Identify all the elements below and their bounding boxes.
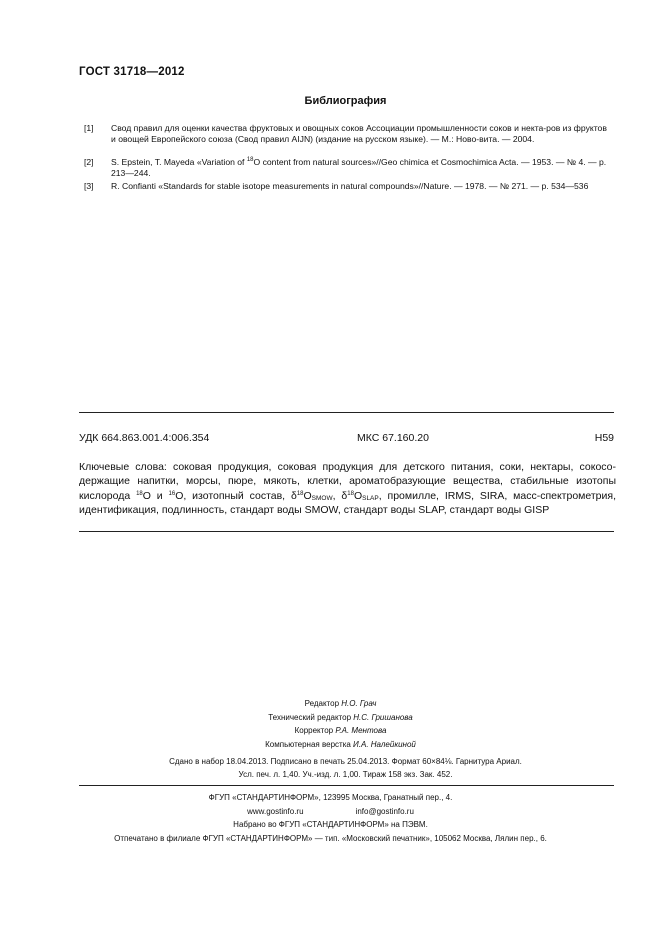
print-info-line1: Сдано в набор 18.04.2013. Подписано в печать 25.04.2013. Формат 60×84⅛. Гарнитура Ариал. [169, 757, 522, 766]
publisher-email[interactable]: info@gostinfo.ru [355, 806, 414, 816]
publisher-links [0, 805, 661, 819]
reference-item [84, 123, 614, 145]
divider-publisher [79, 785, 614, 786]
layout-line: Компьютерная верстка И.А. Налейкиной [265, 739, 416, 749]
publisher-website[interactable]: www.gostinfo.ru [247, 806, 304, 816]
credits [0, 697, 661, 751]
divider-top [79, 412, 614, 413]
print-info-line2: Усл. печ. л. 1,40. Уч.-изд. л. 1,00. Тираж 158 экз. Зак. 452. [238, 770, 453, 779]
group-code: H59 [594, 432, 614, 444]
reference-number: [1] [84, 123, 94, 133]
reference-item [84, 181, 614, 192]
reference-text: S. Epstein, T. Mayeda «Variation of $^{18}$O content from natural sources»//Geo chimica et Cosmochimica Acta. — 1953. — № 4. — p. 213—244. [111, 157, 607, 179]
reference-text: R. Confianti «Standards for stable isotope measurements in natural compounds»//Nature. — 1978. — № 271. — p. 534—536 [111, 181, 589, 191]
reference-number: [2] [84, 157, 94, 167]
reference-text: Свод правил для оценки качества фруктовых и овощных соков Ассоциации промышленности соков и некта-ров из фруктов и овощей Европейского союза (Свод правил AIJN) (издание на русском языке). — М.: Ново-вита. — 2004. [111, 123, 607, 145]
reference-item [84, 157, 614, 179]
keywords: Ключевые слова: соковая продукция, соковая продукция для детского питания, соки, нектары, сокосо-держащие напитки, морсы, пюре, мякоть, клетки, ароматобразующие вещества, стабильные изотопы кислорода $^{18}$О и $^{16}$О, изотопный состав, $\delta^{18}O_{SMOW}$, $\delta^{18}O_{SLAP}$, промилле, IRMS, SIRA, масс-спектрометрия, идентификация, подлинность, стандарт воды SMOW, стандарт воды SLAP, стандарт воды GISP [79, 461, 616, 516]
publisher-address: ФГУП «СТАНДАРТИНФОРМ», 123995 Москва, Гранатный пер., 4. [208, 793, 453, 802]
classification-line [79, 432, 614, 446]
reference-number: [3] [84, 181, 94, 191]
udk-code: УДК 664.863.001.4:006.354 [79, 432, 210, 444]
divider-bottom [79, 531, 614, 532]
standard-code: ГОСТ 31718—2012 [79, 66, 185, 78]
publisher-info [0, 791, 661, 845]
printed-note: Отпечатано в филиале ФГУП «СТАНДАРТИНФОРМ» — тип. «Московский печатник», 105062 Москва, Лялин пер., 6. [114, 833, 547, 843]
typeset-note: Набрано во ФГУП «СТАНДАРТИНФОРМ» на ПЭВМ. [233, 820, 428, 829]
mks-code: МКС 67.160.20 [357, 432, 429, 444]
bibliography-title: Библиография [304, 95, 387, 107]
editor-line: Редактор Н.О. Грач [304, 699, 377, 708]
tech-editor-line: Технический редактор Н.С. Гришанова [268, 712, 413, 722]
proofreader-line: Корректор Р.А. Ментова [294, 726, 387, 735]
print-info [0, 755, 661, 781]
